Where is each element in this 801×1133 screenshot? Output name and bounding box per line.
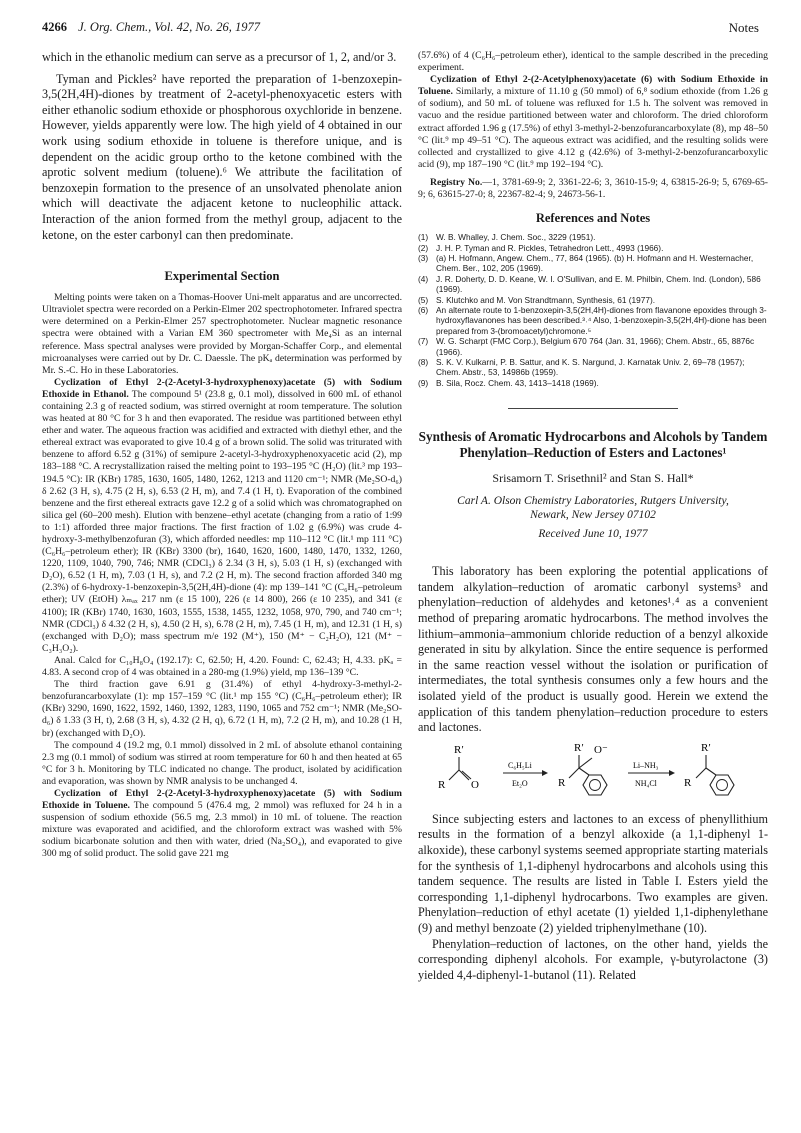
experimental-heading: Experimental Section (164, 269, 280, 284)
scheme-reagent-ammonium-chloride: NH₄Cl (635, 778, 657, 788)
reference-item: (2) J. H. P. Tyman and R. Pickles, Tetrahedron Lett., 4993 (1966). (418, 242, 664, 253)
registry-numbers (418, 177, 768, 201)
journal-citation: J. Org. Chem., Vol. 42, No. 26, 1977 (78, 20, 260, 34)
page-number: 4266 (42, 20, 67, 34)
article-abstract (418, 564, 768, 736)
experimental-continued (418, 50, 768, 201)
scheme-r: R (558, 776, 566, 789)
scheme-r: R (438, 778, 446, 791)
procedure-title: Cyclization of Ethyl 2-(2-Acetylphenoxy)acetate (6) with Sodium Ethoxide in Toluene. (418, 74, 768, 98)
experimental-text (42, 292, 402, 860)
procedure-title: Cyclization of Ethyl 2-(2-Acetyl-3-hydroxyphenoxy)acetate (5) with Sodium Ethoxide in Ethanol. (42, 376, 402, 400)
scheme-r-prime: R′ (701, 741, 711, 754)
abstract-text: This laboratory has been exploring the potential applications of tandem alkylation–reduction of aromatic carbonyl systems³ and phenylation–reduction of aldehydes and ketones¹˒⁴ as a convenient method of preparing aromatic hydrocarbons. The method involves the lithium–ammonia–ammonium chloride reduction of a benzyl alkoxide generated in situ by alkylation. Since the entire sequence is performed in the same reaction vessel without the isolation or purification of intermediates, the total synthesis consumes only a few hours and the isolated yield of the product is usually good. Herein we extend the application of this tandem phenylation–reduction procedure to esters and lactones. (418, 564, 768, 735)
procedure-ethanol (42, 377, 402, 655)
page-header (42, 20, 759, 40)
scheme-alkoxide-oxygen: O⁻ (594, 743, 608, 756)
right-column (418, 50, 768, 983)
registry-list: —1, 3781-69-9; 2, 3361-22-6; 3, 3610-15-9; 4, 63815-26-9; 5, 6769-65-9; 6, 63615-27-0; 8, 22367-82-4; 9, 24673-56-1. (418, 176, 769, 201)
scheme-reagent-phenyllithium: C₆H₅Li (508, 760, 532, 770)
running-head (42, 20, 260, 35)
intro-text (42, 50, 402, 243)
reference-item: (3) (a) H. Hofmann, Angew. Chem., 77, 864 (1965). (b) H. Hofmann and H. Westernacher, Chem. Ber., 102, 205 (1969). (418, 252, 754, 274)
reaction-scheme-drawing (418, 742, 768, 804)
reference-item: (7) W. G. Scharpt (FMC Corp.), Belgium 670 764 (Jan. 31, 1966); Chem. Abstr., 65, 8876c (1966). (418, 336, 755, 357)
intro-paragraph: Tyman and Pickles² have reported the preparation of 1-benzoxepin-3,5(2H,4H)-diones by treatment of 2-acetyl-phenoxyacetic esters with either ethanolic sodium ethoxide or phosphorous oxychloride in benzene. However, yields apparently were low. The high yield of 4 obtained in our work using sodium ethoxide in toluene is therefore unique, and is dependent on the acidic group ortho to the ketone combined with the aprotic solvent medium (toluene).⁶ We attribute the facilitation of benzoxepin formation to the presence of an unsolvated phenolate anion which will deactivate the adjacent ketone to nucleophilic attack. Interaction of the anion formed from the methyl group, adjacent to the ketone, on the ester carbonyl can then predominate. (42, 71, 402, 242)
registry-label: Registry No. (430, 176, 483, 188)
reaction-scheme (418, 742, 768, 804)
authors: Srisamorn T. Srisethnil² and Stan S. Hall* (492, 471, 694, 486)
references-list (418, 232, 768, 388)
reference-item: (1) W. B. Whalley, J. Chem. Soc., 3229 (1951). (418, 232, 596, 243)
continued-text: (57.6%) of 4 (C₆H₆–petroleum ether), identical to the sample described in the preceding experiment. (418, 50, 768, 74)
reference-item: (5) S. Klutchko and M. Von Strandtmann, Synthesis, 61 (1977). (418, 294, 656, 305)
received-date: Received June 10, 1977 (538, 528, 648, 541)
scheme-reagent-lithium-ammonia: Li–NH₃ (633, 760, 659, 770)
reference-item: (8) S. K. V. Kulkarni, P. B. Sattur, and K. S. Nargund, J. Karnatak Univ. 2, 69–78 (1957); Chem. Abstr., 53, 14986b (1959). (418, 357, 745, 378)
article-title: Synthesis of Aromatic Hydrocarbons and Alcohols by Tandem Phenylation–Reduction of Esters and Lactones¹ (418, 429, 768, 461)
reference-item: (4) J. R. Doherty, D. D. Keane, W. I. O'Sullivan, and E. M. Philbin, Chem. Ind. (London), 586 (1969). (418, 273, 761, 295)
references-heading: References and Notes (535, 211, 651, 226)
scheme-r-prime: R′ (574, 741, 584, 754)
left-column (42, 50, 402, 861)
procedure-title: Cyclization of Ethyl 2-(2-Acetyl-3-hydroxyphenoxy)acetate (5) with Sodium Ethoxide in Toluene. (42, 787, 402, 812)
analysis-text: Anal. Calcd for C₁₀H₈O₄ (192.17): C, 62.50; H, 4.20. Found: C, 62.43; H, 4.33. pKₐ = 4.83. A second crop of 4 was obtained in a 280-mg (1.9%) yield, mp 136–139 °C. (42, 654, 402, 679)
intro-paragraph: which in the ethanolic medium can serve as a precursor of 1, 2, and/or 3. (42, 50, 397, 64)
section-label: Notes (728, 20, 759, 35)
scheme-r-prime: R′ (454, 743, 464, 756)
procedure-body: Similarly, a mixture of 11.10 g (50 mmol) of 6,⁸ sodium ethoxide (from 1.26 g of sodium), and 50 mL of toluene was refluxed for 1.5 h. The solvent was removed in vacuo and the residue partitioned between water and chloroform. The dried chloroform extract afforded 1.96 g (17.5%) of ethyl 3-methyl-2-benzofurancarboxylate (8), mp 48–50 °C (lit.⁹ mp 49–51 °C). The aqueous extract was acidified, and the resulting solids were collected and crystallized to give 4.12 g (42.6%) of 3-methyl-2-benzofurancarboxylic acid (9), mp 187–190 °C (lit.⁹ mp 192–194 °C). (418, 86, 768, 170)
reference-item: (6) An alternate route to 1-benzoxepin-3,5(2H,4H)-diones from flavanone epoxides through 3-hydroxyflavanones has been described.³˒⁴ Also, 1-benzoxepin-3,5(2H,4H)-dione has been prepared from 3-(bromoacetyl)chromone.⁵ (418, 304, 767, 336)
body-paragraph: Phenylation–reduction of lactones, on the other hand, yields the corresponding diphenyl alcohols. For example, γ-butyrolactone (3) yielded 4,4-diphenyl-1-butanol (11). Related (418, 936, 768, 982)
scheme-r: R (684, 776, 692, 789)
procedure-body: The compound 5 (476.4 mg, 2 mmol) was refluxed for 24 h in a suspension of sodium ethoxide (56.5 mg, 2.3 mmol) in 10 mL of toluene. The reaction mixture was evaporated and acidified, and the chloroform extract was washed with 5% sodium bicarbonate solution and then with water, dried (Na₂SO₄), and evaporated to give 300 mg of solid product. The solid gave 221 mg (42, 800, 402, 860)
body-paragraph: Since subjecting esters and lactones to an excess of phenyllithium results in the formation of a benzyl alkoxide (a 1,1-diphenyl 1-alkoxide), these carbonyl systems seemed appropriate starting materials for the synthesis of 1,1-diphenyl hydrocarbons and alcohols using this tandem sequence. The results are listed in Table I. Esters yield the corresponding 1,1-diphenyl hydrocarbons. Two examples are given. Phenylation–reduction of ethyl acetate (1) yielded 1,1-diphenylethane (9) and methyl benzoate (2) yielded triphenylmethane (10). (418, 811, 768, 935)
scheme-reagent-ether: Et₂O (512, 778, 528, 788)
article-body (418, 812, 768, 984)
affiliation-line: Carl A. Olson Chemistry Laboratories, Rutgers University, (457, 495, 729, 508)
reference-item: (9) B. Sila, Rocz. Chem. 43, 1413–1418 (1969). (418, 377, 599, 388)
scheme-oxygen: O (471, 778, 479, 791)
affiliation-line: Newark, New Jersey 07102 (530, 509, 656, 522)
procedure-toluene (42, 788, 402, 861)
third-fraction-text: The third fraction gave 6.91 g (31.4%) of ethyl 4-hydroxy-3-methyl-2-benzofurancarboxylate (1): mp 157–159 °C (lit.¹ mp 155 °C) (C₆H₆–petroleum ether); IR (KBr) 3290, 1690, 1622, 1592, 1460, 1392, 1283, 1190, 1065 and 752 cm⁻¹; NMR (Me₂SO-d₆) δ 1.33 (3 H, t), 2.68 (3 H, s), 4.32 (2 H, q), 6.72 (1 H, m), 7.2 (2 H, m), and 10.28 (1 H, br) (exchanged with D₂O). (42, 679, 402, 739)
procedure-body: The compound 5¹ (23.8 g, 0.1 mol), dissolved in 600 mL of ethanol containing 2.3 g of reacted sodium, was stirred overnight at room temperature. The solution was heated at 80 °C for 3 h and then evaporated. The residue was partitioned between ethyl ether and water. The aqueous fraction was acidified and extracted with diethyl ether, and the ethereal extract was evaporated to give 10.4 g of a brown solid. The solid was triturated with benzene to afford 6.52 g (31%) of semipure 2-acetyl-3-hydroxyphenoxyacetic acid (2), mp 183–188 °C. A recrystallization raised the melting point to 193–195 °C (H₂O) (lit.³ mp 193–194.5 °C): IR (KBr) 1785, 1630, 1605, 1480, 1262, 1213 and 1120 cm⁻¹; NMR (Me₂SO-d₆) δ 2.62 (3 H, s), 4.75 (2 H, s), 6.53 (2 H, m), and 7.4 (1 H, t). Evaporation of the combined benzene and the first ethereal extracts gave 12.2 g of a solid which was chromatographed on silica gel (60–200 mesh). Elution with benzene–ethyl acetate (changing from a ratio of 1:99 to 1:1) afforded three major fractions. The first fraction of 1.02 g (6.9%) was crude 4-hydroxy-3-methylbenzofuran (3), which afforded needles: mp 110–112 °C (lit.¹ mp 111 °C) (C₆H₆–petroleum ether); IR (KBr) 3300 (br), 1640, 1620, 1600, 1480, 1470, 1332, 1260, 1220, 1109, 1040, 790, 746; NMR (CDCl₃) δ 2.34 (3 H, s), 5.03 (1 H, s) (exchanged with D₂O), 6.52 (1 H, m), 7.03 (1 H, s), and 7.2 (2 H, m). The second fraction afforded 340 mg (2.3%) of 6-hydroxy-1-benzoxepin-3,5(2H,4H)-dione (4): mp 139–141 °C (C₆H₆–petroleum ether); UV (EtOH) λₘₐₓ 217 nm (ε 15 100), 226 (ε 14 800), 266 (ε 10 235), and 341 (ε 4100); IR (KBr) 1740, 1630, 1603, 1555, 1538, 1455, 1232, 1058, 970, 790, and 740 cm⁻¹; NMR (CDCl₃) δ 4.32 (2 H, s), 4.50 (2 H, s), 6.78 (2 H, m), 7.45 (1 H, m), and 12.31 (1 H, s) (exchanged with D₂O); mass spectrum m/e 192 (M⁺), 150 (M⁺ − C₂H₂O), 121 (M⁺ − C₃H₃O₂). (42, 388, 402, 654)
affiliation (418, 494, 768, 522)
compound4-text: The compound 4 (19.2 mg, 0.1 mmol) dissolved in 2 mL of absolute ethanol containing 2.3 mg (0.1 mmol) of sodium was stirred at room temperature for 60 h and then heated at 65 °C for 3 h. Monitoring by TLC indicated no change. The product, isolated by acidification and evaporation, was shown by NMR analysis to be unchanged 4. (42, 739, 402, 787)
procedure-acetylphenoxy (418, 74, 768, 171)
experimental-intro: Melting points were taken on a Thomas-Hoover Uni-melt apparatus and are uncorrected. Ultraviolet spectra were recorded on a Perkin-Elmer 202 spectrophotometer. Infrared spectra were determined on a Perkin-Elmer 257 spectrophotometer. Nuclear magnetic resonance spectra were obtained with a Varian EM 360 spectrometer with Me₄Si as an internal reference. Mass spectral analyses were provided by Morgan-Schaffer Corp., and elemental microanalyses were carried out by Dr. C. Daessle. The pKₐ determination was performed by Mr. S.-C. Ho in these Laboratories. (42, 292, 402, 376)
